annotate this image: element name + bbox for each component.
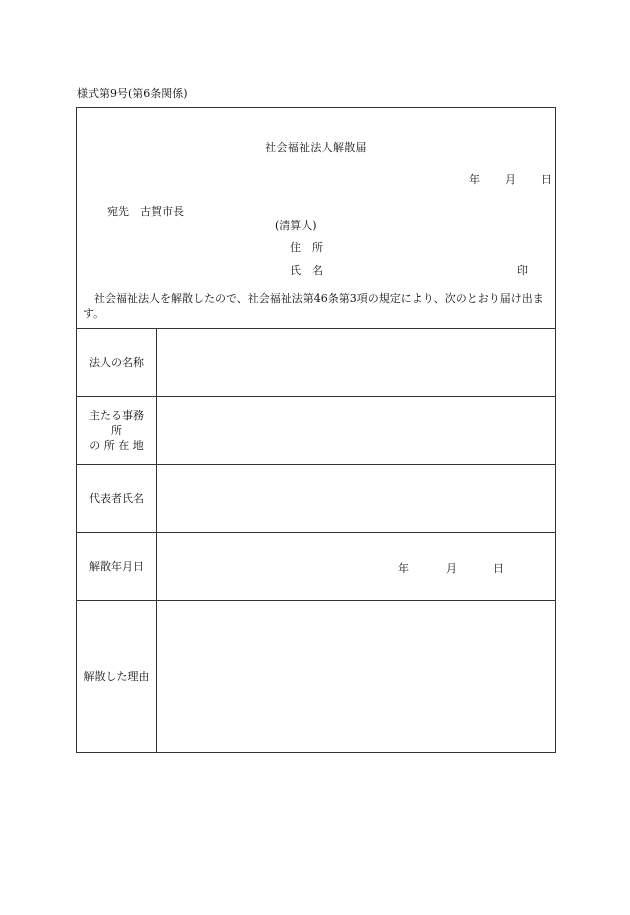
submission-day: 日 <box>541 173 552 186</box>
dissolution-date-label: 解散年月日 <box>77 533 157 600</box>
form-frame <box>76 107 556 753</box>
office-label-line3: の 所 在 地 <box>89 439 144 452</box>
statement-text: 社会福祉法人を解散したので、社会福祉法第46条第3項の規定により、次のとおり届け出ます。 <box>83 292 544 320</box>
form-header <box>77 108 555 329</box>
office-label-line2: 所 <box>111 424 122 437</box>
corp-name-field[interactable] <box>157 329 555 396</box>
name-label: 氏 名 <box>290 264 323 277</box>
dissolution-day: 日 <box>493 562 504 575</box>
addressee: 宛先 古賀市長 <box>107 205 184 218</box>
address-label: 住 所 <box>290 241 323 254</box>
office-location-field[interactable] <box>157 397 555 464</box>
reason-field[interactable] <box>157 601 555 752</box>
dissolution-month: 月 <box>446 562 457 575</box>
representative-label: 代表者氏名 <box>77 465 157 532</box>
corp-name-label: 法人の名称 <box>77 329 157 396</box>
office-location-label <box>77 397 157 464</box>
office-label-line1: 主たる事務 <box>89 409 144 422</box>
seal-mark: 印 <box>517 264 528 277</box>
submission-year: 年 <box>469 173 480 186</box>
liquidator-label: (清算人) <box>275 219 317 232</box>
submission-month: 月 <box>505 173 516 186</box>
representative-field[interactable] <box>157 465 555 532</box>
row-reason <box>77 601 555 752</box>
reason-label: 解散した理由 <box>77 601 157 752</box>
dissolution-year: 年 <box>398 562 409 575</box>
dissolution-date-field[interactable] <box>157 533 555 600</box>
row-corp-name <box>77 329 555 397</box>
form-title: 社会福祉法人解散届 <box>265 141 367 154</box>
form-number: 様式第9号(第6条関係) <box>77 87 188 100</box>
row-office-location <box>77 397 555 465</box>
row-dissolution-date <box>77 533 555 601</box>
row-representative <box>77 465 555 533</box>
